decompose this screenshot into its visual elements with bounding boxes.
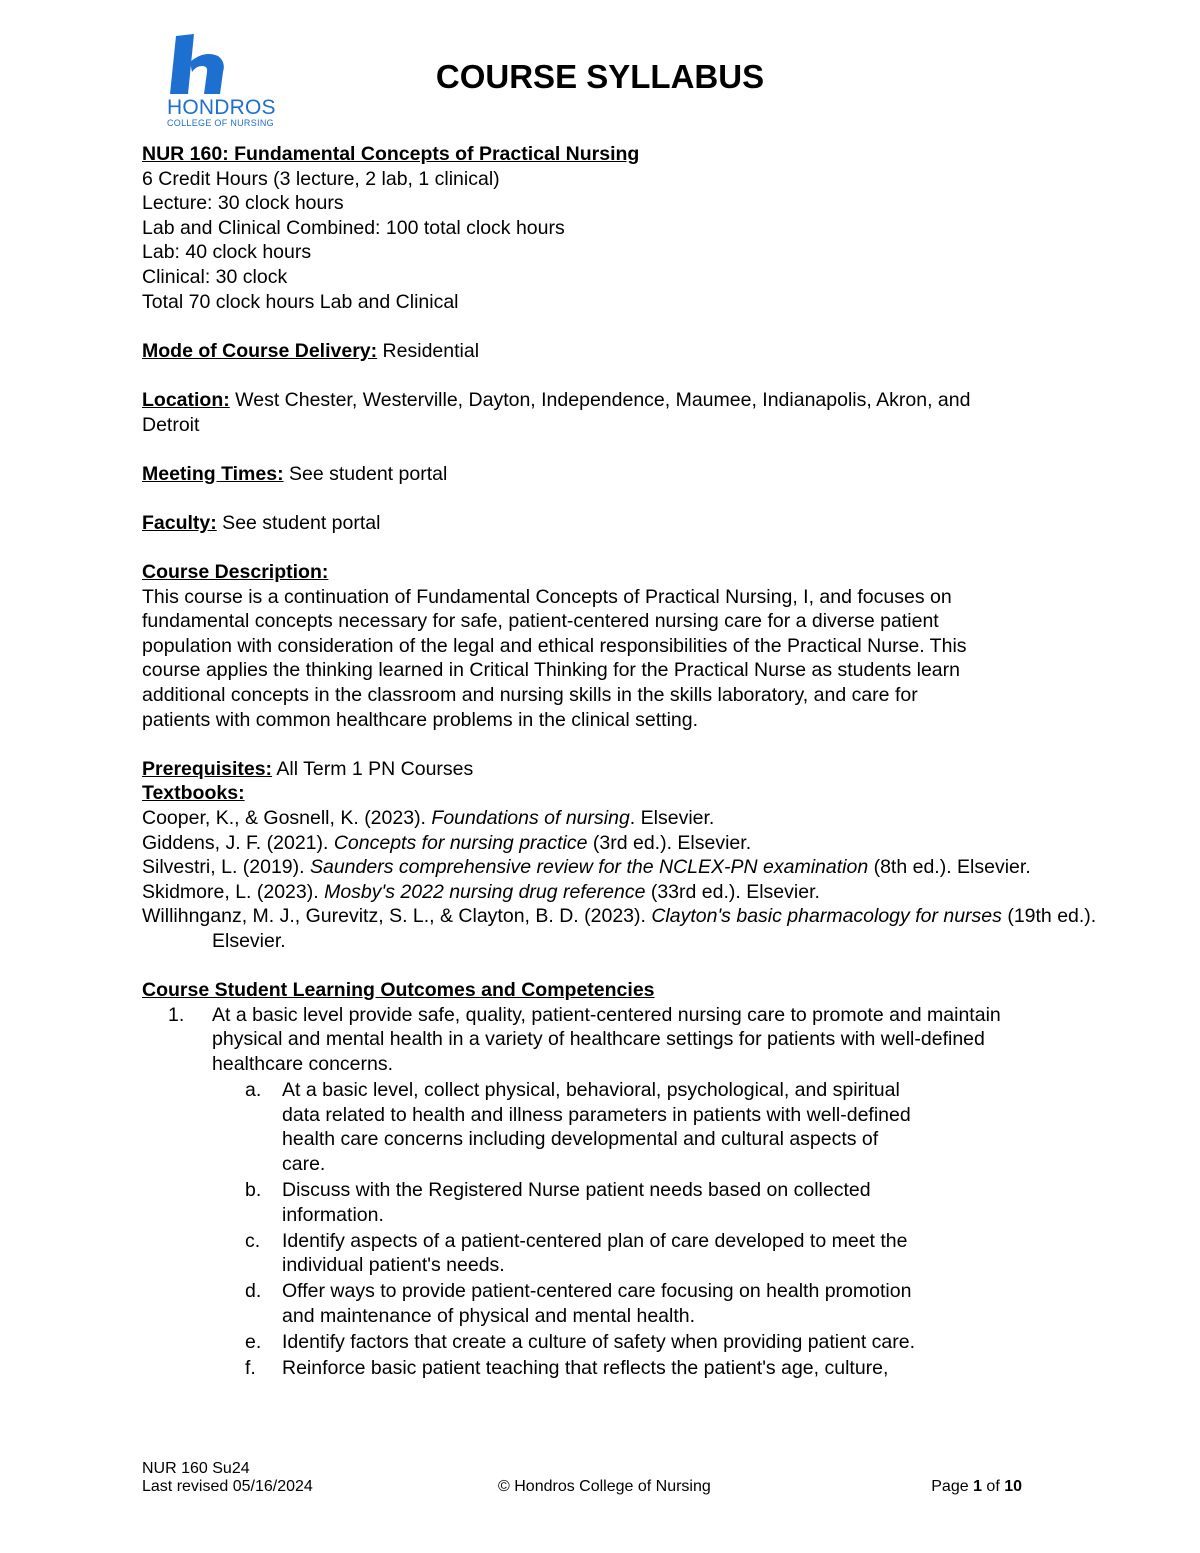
page-title: COURSE SYLLABUS — [435, 58, 765, 95]
mode-of-delivery — [142, 339, 1062, 364]
description-line: fundamental concepts necessary for safe, patient-centered nursing care for a diverse patient — [142, 610, 939, 633]
meeting-value: See student portal — [283, 462, 448, 485]
description-label: Course Description: — [142, 561, 329, 584]
competency-item: e. Identify factors that create a culture of safety when providing patient care. — [245, 1331, 916, 1353]
textbook-item: Silvestri, L. (2019). Saunders comprehensive review for the NCLEX-PN examination (8th ed.). Elsevier. — [142, 856, 1031, 879]
mode-label: Mode of Course Delivery: — [142, 339, 378, 362]
footer-revised: Last revised 05/16/2024 — [142, 1478, 313, 1495]
course-heading: NUR 160: Fundamental Concepts of Practical Nursing — [142, 143, 640, 165]
logo-subtitle: COLLEGE OF NURSING — [167, 118, 274, 128]
course-total-hours: Total 70 clock hours Lab and Clinical — [142, 290, 459, 313]
prerequisites-value: All Term 1 PN Courses — [272, 757, 474, 780]
faculty-label: Faculty: — [142, 511, 217, 534]
outcome-text: At a basic level provide safe, quality, patient-centered nursing care to promote and maintain physical and mental health in a variety of healthcare settings for patients with well-defined healthcare concerns. — [212, 1003, 1001, 1075]
competency-item: c. Identify aspects of a patient-centered plan of care developed to meet the individual patient's needs. — [245, 1229, 908, 1277]
competency-list — [212, 1078, 916, 1381]
textbooks-label: Textbooks: — [142, 782, 245, 805]
description-line: population with consideration of the legal and ethical responsibilities of the Practical Nurse. This — [142, 634, 967, 657]
description-line: course applies the thinking learned in Critical Thinking for the Practical Nurse as students learn — [142, 659, 960, 682]
outcomes-list — [142, 1003, 1062, 1381]
footer-copyright: © Hondros College of Nursing — [498, 1478, 711, 1495]
course-lecture-hours: Lecture: 30 clock hours — [142, 192, 344, 215]
prerequisites-label: Prerequisites: — [142, 757, 273, 780]
outcome-number: 1. — [168, 1003, 185, 1026]
description-line: This course is a continuation of Fundamental Concepts of Practical Nursing, I, and focuses on — [142, 585, 952, 608]
competency-item: a. At a basic level, collect physical, behavioral, psychological, and spiritual data related to health and illness parameters in patients with well-defined health care concerns including developmental and cultural aspects of care. — [245, 1079, 911, 1175]
faculty — [142, 511, 1062, 536]
meeting-label: Meeting Times: — [142, 462, 284, 485]
footer — [142, 1477, 1022, 1497]
faculty-value: See student portal — [216, 511, 381, 534]
course-lab-clinical-hours: Lab and Clinical Combined: 100 total clock hours — [142, 216, 565, 239]
textbook-item: Cooper, K., & Gosnell, K. (2023). Foundations of nursing. Elsevier. — [142, 807, 715, 830]
description-line: patients with common healthcare problems in the clinical setting. — [142, 708, 699, 731]
course-clinical-hours: Clinical: 30 clock — [142, 265, 288, 288]
textbook-item: Skidmore, L. (2023). Mosby's 2022 nursing drug reference (33rd ed.). Elsevier. — [142, 880, 820, 903]
course-lab-hours: Lab: 40 clock hours — [142, 241, 312, 264]
meeting-times — [142, 462, 1062, 487]
competency-item: b. Discuss with the Registered Nurse patient needs based on collected information. — [245, 1178, 871, 1226]
prerequisites — [142, 757, 1062, 782]
textbook-item: Giddens, J. F. (2021). Concepts for nursing practice (3rd ed.). Elsevier. — [142, 831, 752, 854]
outcome-item — [142, 1003, 1062, 1381]
syllabus-body — [142, 142, 1097, 1381]
location-value: West Chester, Westerville, Dayton, Independence, Maumee, Indianapolis, Akron, and Detroit — [142, 388, 971, 436]
location-label: Location: — [142, 388, 230, 411]
course-credit-hours: 6 Credit Hours (3 lecture, 2 lab, 1 clinical) — [142, 167, 500, 190]
competency-item: d. Offer ways to provide patient-centered care focusing on health promotion and maintenance of physical and mental health. — [245, 1280, 912, 1327]
page-number: Page 1 of 10 — [931, 1478, 1022, 1495]
mode-value: Residential — [377, 339, 480, 362]
footer-course-code: NUR 160 Su24 — [142, 1460, 250, 1477]
outcomes-label: Course Student Learning Outcomes and Competencies — [142, 979, 655, 1002]
logo-name: HONDROS — [167, 96, 276, 119]
location — [142, 388, 1032, 437]
competency-item: f. Reinforce basic patient teaching that reflects the patient's age, culture, — [245, 1357, 889, 1380]
textbook-item: Willihnganz, M. J., Gurevitz, S. L., & Clayton, B. D. (2023). Clayton's basic pharmacology for nurses (19th ed.). Elsevier. — [142, 905, 1097, 952]
description-line: additional concepts in the classroom and nursing skills in the skills laboratory, and care for — [142, 684, 918, 707]
